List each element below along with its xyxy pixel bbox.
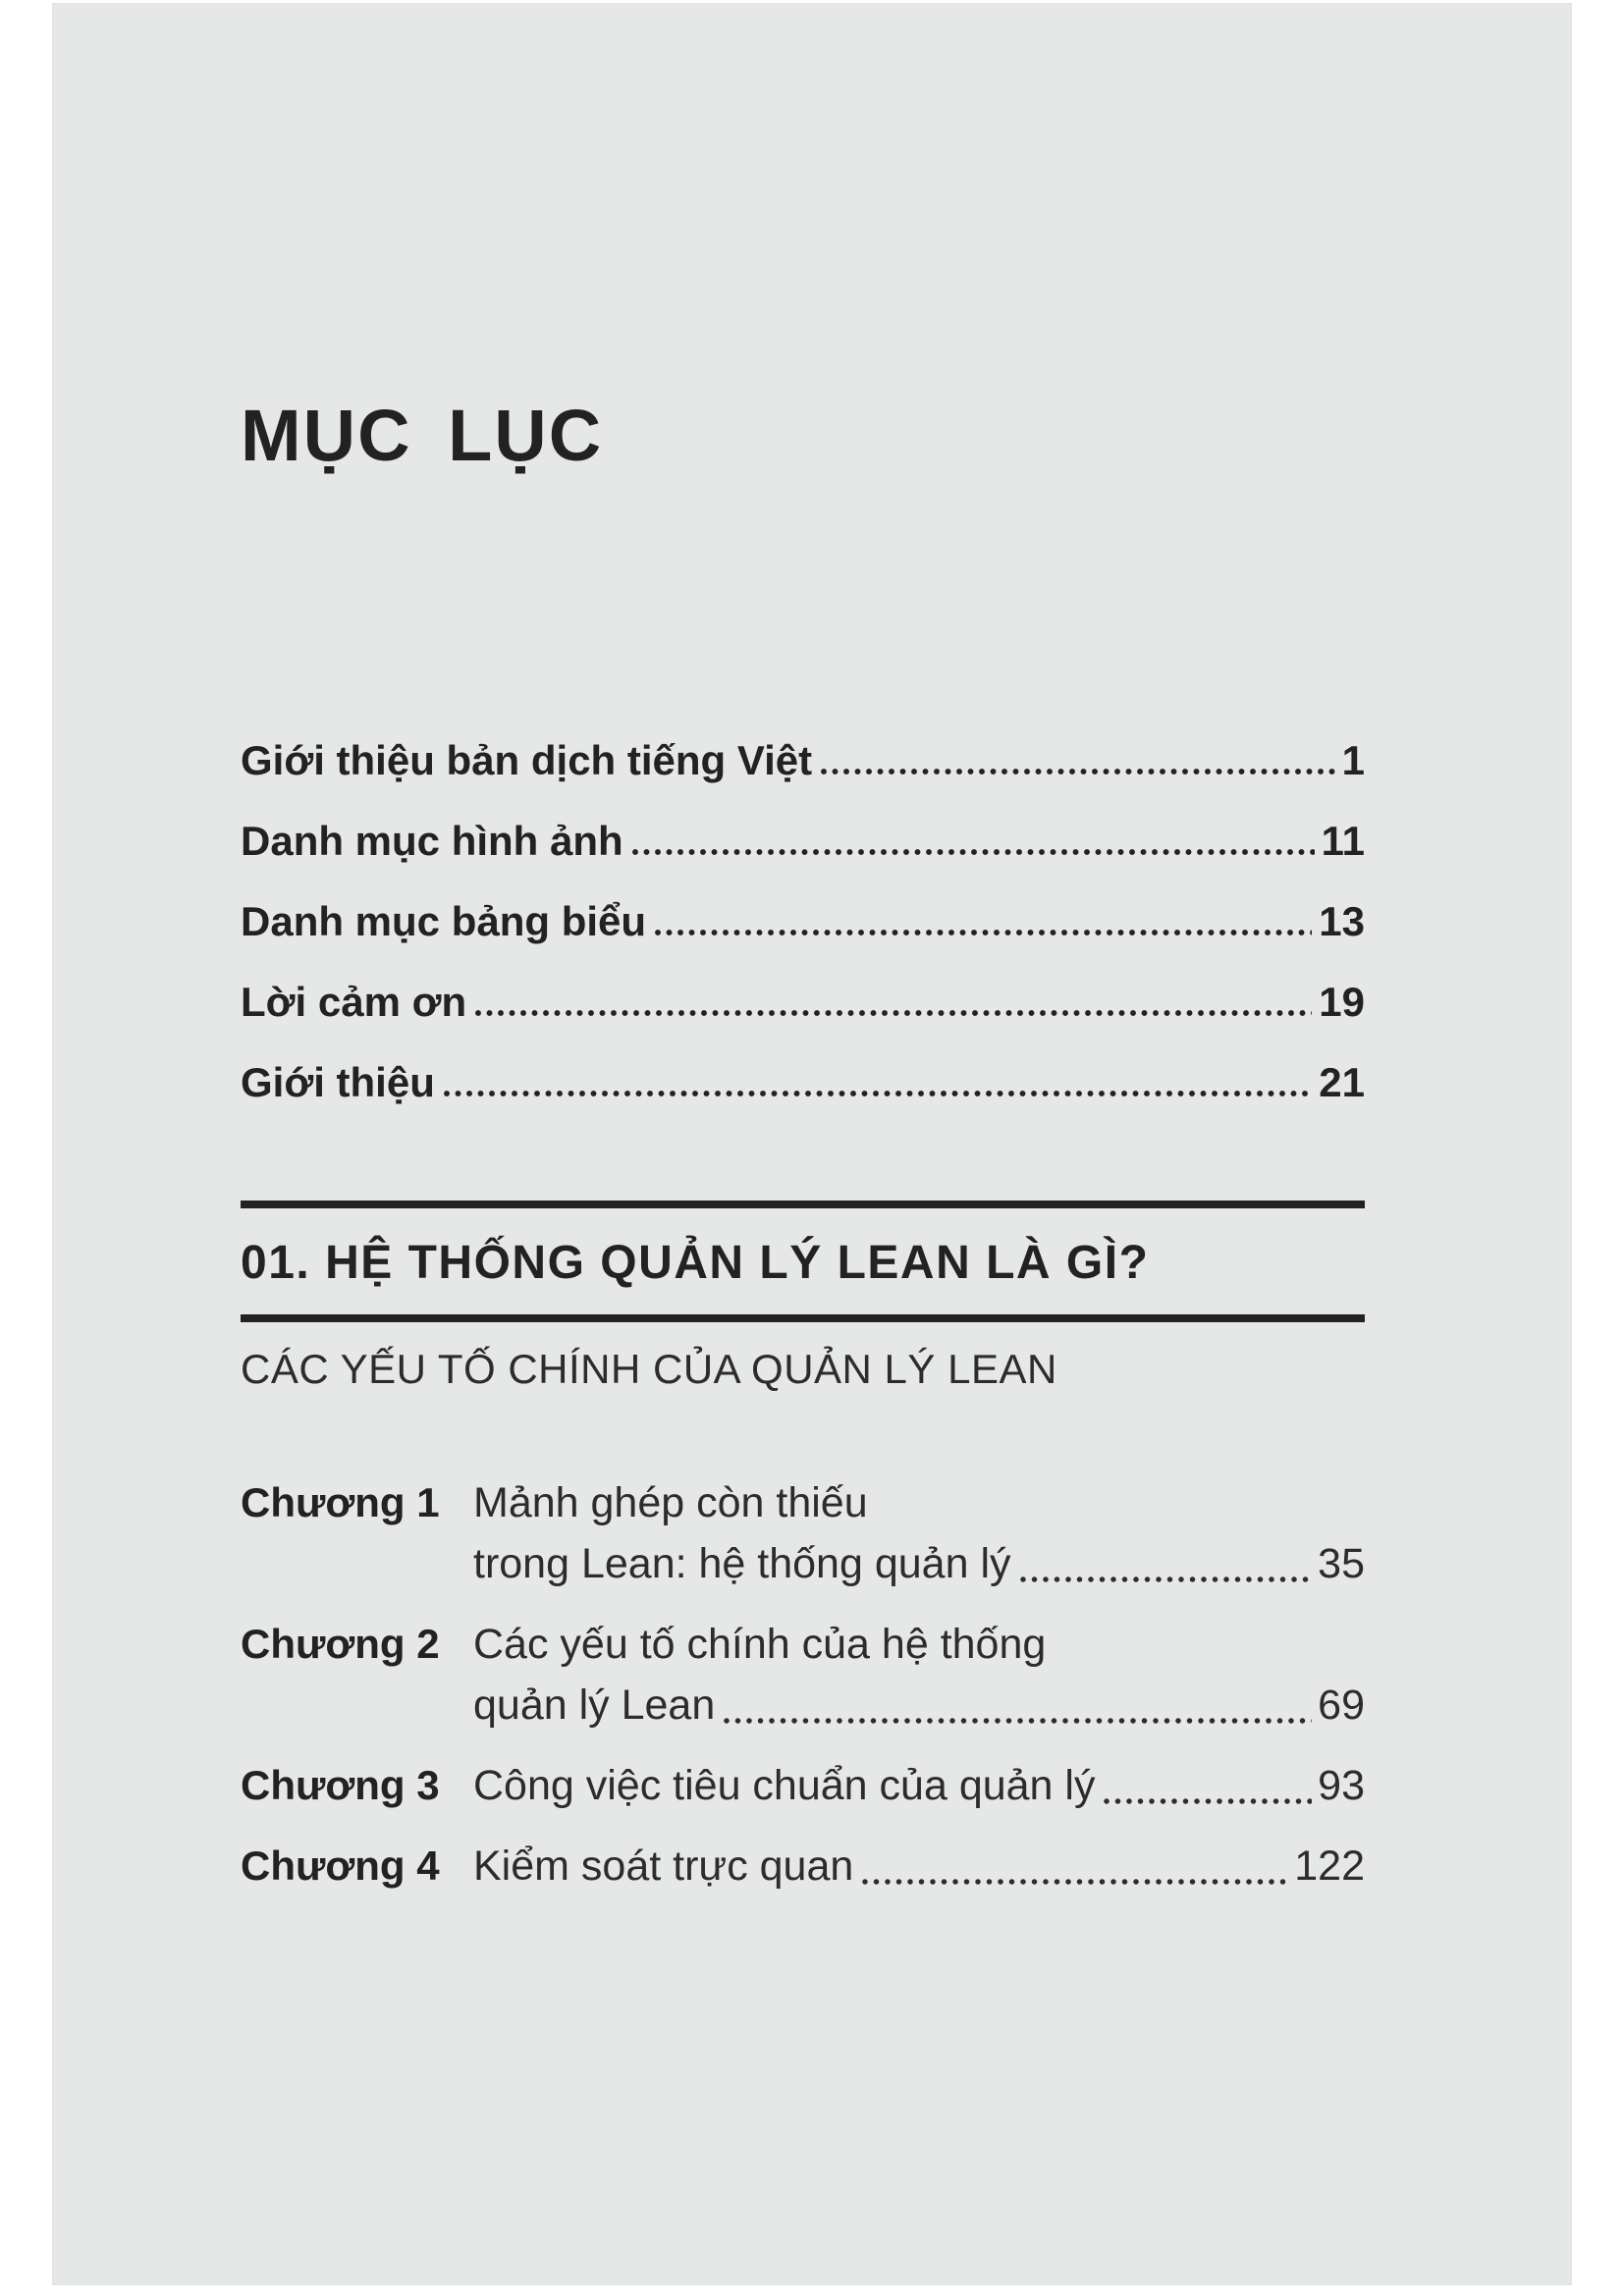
toc-entry-page: 13 [1319, 897, 1365, 944]
chapter-entry [241, 1614, 1365, 1735]
toc-entry-label: Giới thiệu bản dịch tiếng Việt [241, 736, 813, 783]
chapter-title-line [473, 1836, 1365, 1896]
chapter-title-line [473, 1533, 1365, 1594]
dot-leader [630, 847, 1315, 857]
dot-leader [473, 1008, 1312, 1018]
chapter-title-text: Kiểm soát trực quan [473, 1842, 854, 1890]
toc-entry-label: Giới thiệu [241, 1058, 435, 1105]
dot-leader [442, 1089, 1312, 1098]
chapter-title-text: trong Lean: hệ thống quản lý [473, 1539, 1011, 1587]
book-page [52, 3, 1572, 2285]
toc-entry-page: 11 [1321, 817, 1365, 864]
chapter-title-line [473, 1755, 1365, 1816]
chapter-list [241, 1472, 1365, 1896]
toc-entry [241, 898, 1365, 945]
part-heading-block [241, 1201, 1365, 1323]
toc-content [52, 395, 1572, 1896]
toc-entry-page: 1 [1341, 736, 1365, 783]
chapter-body [473, 1614, 1365, 1735]
toc-entry-label: Danh mục hình ảnh [241, 817, 623, 864]
chapter-label: Chương 3 [241, 1761, 440, 1808]
page-title: MỤC LỤC [241, 395, 604, 476]
chapter-title-text: quản lý Lean [473, 1681, 716, 1729]
chapter-label: Chương 1 [241, 1478, 440, 1525]
toc-entry-label: Lời cảm ơn [241, 978, 467, 1025]
chapter-body [473, 1472, 1365, 1594]
chapter-title-line [473, 1472, 1365, 1533]
chapter-entry [241, 1755, 1365, 1816]
dot-leader [653, 928, 1312, 937]
chapter-page: 69 [1318, 1681, 1365, 1729]
dot-leader [860, 1877, 1288, 1887]
chapter-title-text: Các yếu tố chính của hệ thống [473, 1620, 1047, 1668]
front-matter-list [241, 737, 1365, 1106]
chapter-title-line [473, 1614, 1365, 1675]
chapter-title-text: Mảnh ghép còn thiếu [473, 1478, 868, 1526]
dot-leader [722, 1716, 1312, 1726]
chapter-label: Chương 4 [241, 1842, 440, 1889]
toc-entry [241, 979, 1365, 1026]
toc-entry [241, 1059, 1365, 1106]
toc-entry [241, 737, 1365, 784]
toc-entry [241, 818, 1365, 865]
dot-leader [1018, 1575, 1313, 1584]
chapter-entry [241, 1472, 1365, 1594]
chapter-page: 35 [1318, 1539, 1365, 1587]
chapter-body [473, 1836, 1365, 1896]
toc-entry-label: Danh mục bảng biểu [241, 897, 647, 944]
chapter-page: 122 [1294, 1842, 1365, 1890]
chapter-body [473, 1755, 1365, 1816]
part-subheading: CÁC YẾU TỐ CHÍNH CỦA QUẢN LÝ LEAN [241, 1346, 1057, 1393]
chapter-title-text: Công việc tiêu chuẩn của quản lý [473, 1761, 1096, 1809]
part-heading: 01. HỆ THỐNG QUẢN LÝ LEAN LÀ GÌ? [241, 1236, 1150, 1289]
dot-leader [819, 767, 1335, 776]
toc-entry-page: 21 [1319, 1058, 1365, 1105]
dot-leader [1102, 1796, 1312, 1806]
chapter-title-line [473, 1675, 1365, 1735]
chapter-label: Chương 2 [241, 1620, 440, 1667]
chapter-entry [241, 1836, 1365, 1896]
chapter-page: 93 [1318, 1761, 1365, 1809]
toc-entry-page: 19 [1319, 978, 1365, 1025]
